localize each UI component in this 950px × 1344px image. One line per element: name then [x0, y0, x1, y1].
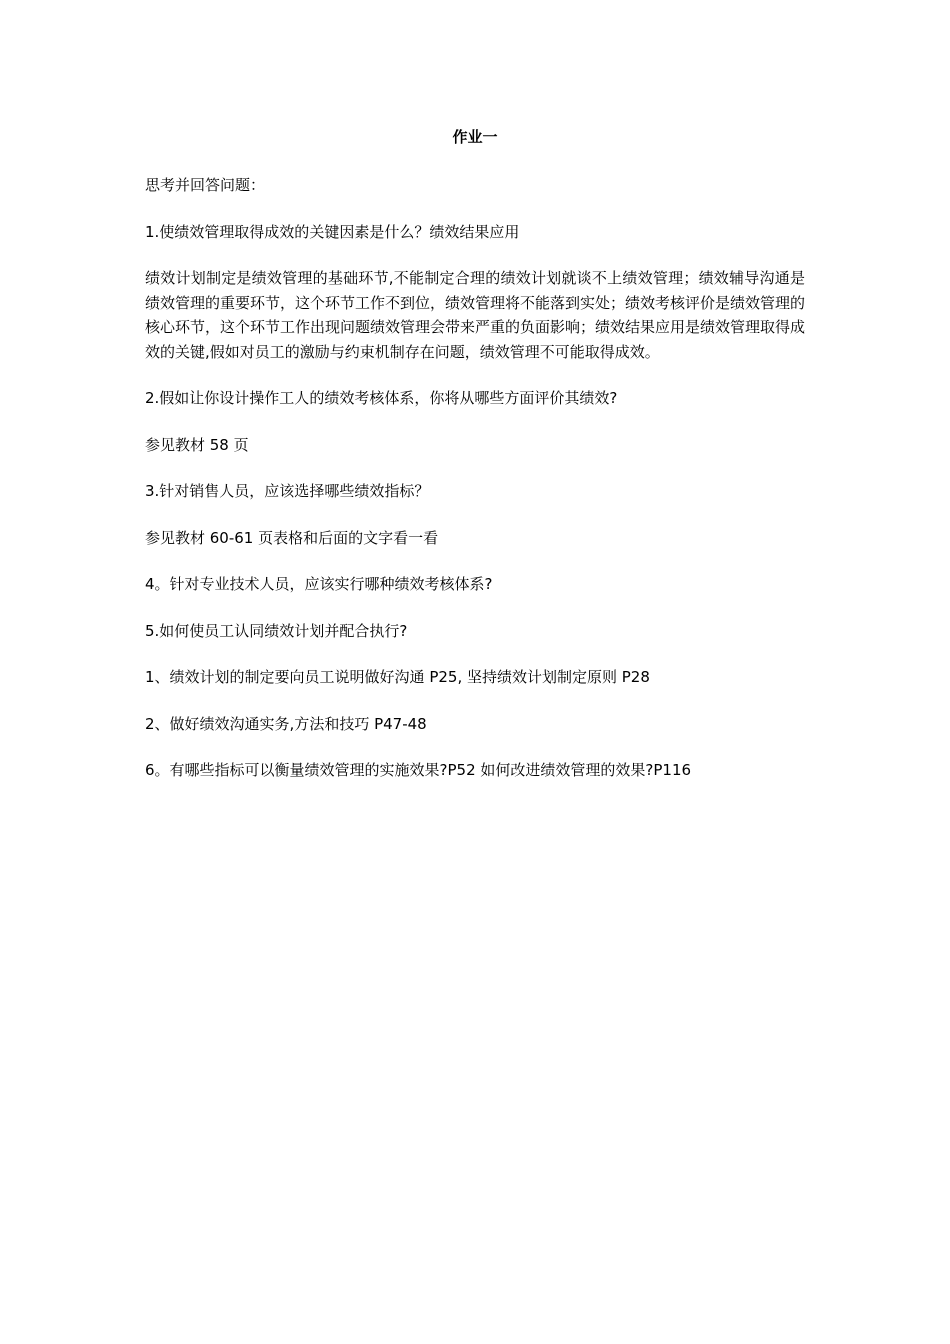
answer-1: 绩效计划制定是绩效管理的基础环节,不能制定合理的绩效计划就谈不上绩效管理；绩效辅导沟通是绩效管理的重要环节，这个环节工作不到位，绩效管理将不能落到实处；绩效考核评价是绩效管理的核心环节，这个环节工作出现问题绩效管理会带来严重的负面影响；绩效结果应用是绩效管理取得成效的关键,假如对员工的激励与约束机制存在问题，绩效管理不可能取得成效。	[145, 269, 806, 361]
question-3: 3.针对销售人员，应该选择哪些绩效指标？	[145, 482, 430, 500]
answer-3: 参见教材 60-61 页表格和后面的文字看一看	[145, 528, 439, 547]
question-5: 5.如何使员工认同绩效计划并配合执行?	[145, 621, 408, 640]
intro-line: 思考并回答问题：	[145, 176, 266, 194]
answer-5-item-1: 1、绩效计划的制定要向员工说明做好沟通 P25, 坚持绩效计划制定原则 P28	[145, 668, 650, 686]
document-title: 作业一	[452, 128, 498, 146]
question-1: 1.使绩效管理取得成效的关键因素是什么？绩效结果应用	[145, 222, 520, 241]
answer-2: 参见教材 58 页	[145, 435, 249, 454]
question-6: 6。有哪些指标可以衡量绩效管理的实施效果?P52 如何改进绩效管理的效果?P116	[145, 761, 692, 779]
question-2: 2.假如让你设计操作工人的绩效考核体系，你将从哪些方面评价其绩效?	[145, 389, 618, 407]
question-4: 4。针对专业技术人员，应该实行哪种绩效考核体系?	[145, 575, 493, 593]
answer-5-item-2: 2、做好绩效沟通实务,方法和技巧 P47-48	[145, 714, 427, 733]
document-body	[145, 173, 805, 805]
